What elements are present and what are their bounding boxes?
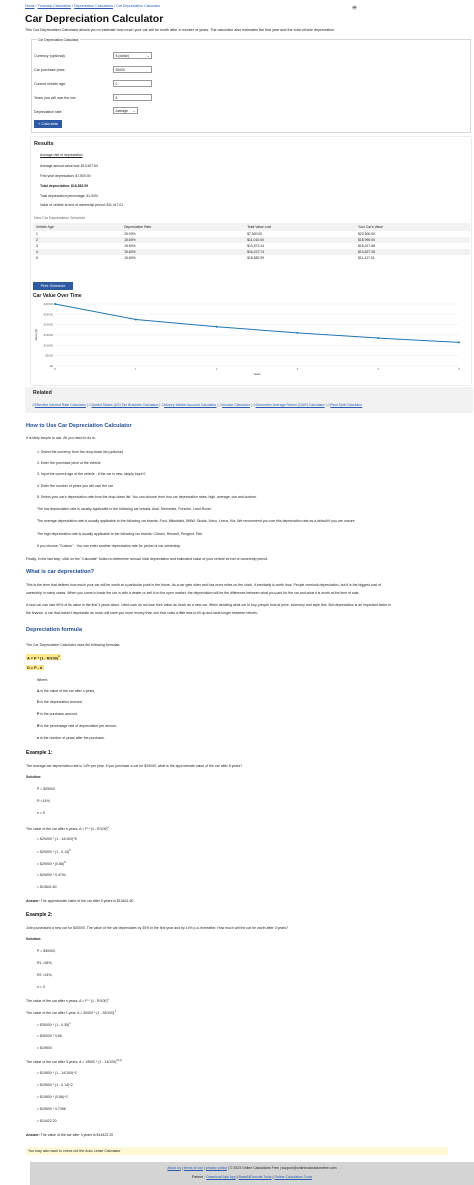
y-tick-label: $0: [49, 364, 53, 368]
results-heading: Average rate of depreciation: [40, 153, 83, 157]
calculator-form: [31, 39, 471, 133]
what-paragraph-2b: the finance. A car that doesn't depreciate as much will save you more money than one that costs a little less to fill up and lasts longer between refuels.: [26, 611, 258, 615]
formula-def-n: n is the number of years after the purchase.: [37, 736, 105, 740]
y-tick-label: $10000: [43, 343, 53, 348]
example2-step: = $19500 * 0.7396: [37, 1107, 66, 1111]
years-label: Years you will own the car:: [34, 96, 77, 100]
results-first-year: First year depreciation: $7,500.00: [40, 174, 91, 178]
example1-solution-label: Solution:: [26, 775, 42, 779]
example1-title: Example 1:: [26, 750, 53, 756]
howto-note-high: The high depreciation rate is usually applicable to the following car brands: Citroen, Renault, Peugeot, Fiat.: [37, 532, 203, 536]
example1-step: = $13641.60: [37, 885, 57, 889]
what-paragraph-2a: A new car can lose 60% of its value in the first 3 years alone. Used cars do not lose their value as much as a new car. When deciding what car to buy, people look at price, economy and style first. But depreciation is an important factor in: [26, 603, 392, 607]
header-rate: Depreciation Rate: [121, 223, 244, 231]
list-item: 5. Select your car's depreciation rate from the drop-down list. You can choose from four car depreciation rates: high, average, low and custom.: [37, 495, 257, 499]
formula-where: Where,: [37, 678, 49, 682]
example1-step: = $29000 * (1 - 0.14)$^5$: [37, 849, 71, 855]
results-end-value: Value of vehicle at end of ownership period: $11,417.01: [40, 203, 124, 207]
x-tick-label: 0: [54, 367, 56, 371]
schedule-table: [33, 223, 470, 261]
howto-note-low: The low depreciation rate is usually applicable to the following car brands: Audi, Mercedes, Porsche, Land Rover.: [37, 507, 212, 511]
list-item: 3. Input the current age of the vehicle - if the car is new, simply input 0: [37, 472, 146, 476]
schedule-title: New Car Depreciation Schedule: [34, 216, 86, 220]
table-row: 5 15.60% $18,582.99 $11,417.01: [36, 256, 375, 260]
footer-base64-link[interactable]: Base64Decode Tools: [238, 1175, 272, 1179]
results-percentage: Total depreciation percentage: 61.94%: [40, 194, 98, 198]
example2-step: = $19500 * (1 - 0.14)^2: [37, 1083, 73, 1087]
check-out-text: You may also want to check out the: [28, 1149, 86, 1153]
what-paragraph-1a: This is the term that defines how much your car will be worth at a particular point in the future. As a car gets older and has more miles on the clock, it inevitably is worth less. People overlook depreciation, but it is the biggest cost of: [26, 583, 382, 587]
page-title: Car Depreciation Calculator: [25, 13, 164, 25]
calculator-icon: ⎙: [88, 403, 92, 407]
what-title: What is car depreciation?: [26, 569, 95, 575]
howto-note-custom: If you choose "Custom" - You can enter another depreciation rate for period of car ownership.: [37, 544, 182, 548]
age-label: Current vehicle age:: [34, 82, 67, 86]
example2-answer: Answer: The value of the car after 3 years is $14422.20: [26, 1133, 114, 1137]
howto-intro: It is fairly simple to use. All you need to do is:: [26, 436, 96, 440]
breadcrumb: Home / Financial Calculators / Depreciation Calculators / Car Depreciation Calculator: [25, 4, 161, 8]
footer-line-1: about us | terms of use | privacy policy | © 2023 Online Calculators Free | support@onlinecalculatorsfree.com: [167, 1166, 337, 1170]
footer-tools-link[interactable]: Online Calculators Tools: [274, 1175, 313, 1179]
example2-step: = $30000 * 0.65: [37, 1034, 62, 1038]
howto-finally: Finally, in the last step, click on the "Calculate" button to determine annual, total depreciation and estimated value of your vehicle at end of ownership period.: [26, 557, 269, 561]
calculator-icon: ⎙: [219, 403, 223, 407]
data-point: [135, 319, 137, 321]
y-tick-label: $25000: [43, 312, 53, 317]
years-input[interactable]: 5: [113, 94, 152, 101]
formula-intro: The Car Depreciation Calculator uses the following formulae:: [26, 643, 121, 647]
header-value-lost: Total Value Lost: [244, 223, 355, 231]
data-point: [54, 303, 56, 305]
example2-given: n = 3: [37, 985, 45, 989]
rate-select[interactable]: Average ⌄: [113, 107, 138, 114]
calculator-icon: ⎙: [327, 403, 331, 407]
breadcrumb-current: Car Depreciation Calculator: [116, 4, 161, 8]
calculate-button[interactable]: + Calculate: [34, 120, 62, 128]
related-link-invoice[interactable]: Invoice Calculator: [222, 403, 250, 407]
x-axis-label: Years: [253, 372, 261, 376]
example1-step: = $29000 * 0.4704: [37, 873, 66, 877]
table-row: 1 25.00% $7,500.00 $22,500.00: [36, 232, 375, 236]
example1-given: n = 5: [37, 811, 45, 815]
breadcrumb-home[interactable]: Home: [25, 4, 35, 8]
y-tick-label: $20000: [43, 322, 53, 327]
footer: [30, 1162, 474, 1185]
footer-partner-label: Partner :: [191, 1175, 206, 1179]
series-line: [55, 304, 459, 342]
table-header-row: [33, 223, 470, 231]
results-annual: Average annual value lost: $13,507.63: [40, 164, 98, 168]
related-title: Related: [33, 390, 52, 396]
related-link-gar[interactable]: Geometric Average Return (GAR) Calculator: [255, 403, 325, 407]
results-total: Total depreciation: $18,582.99: [40, 184, 88, 188]
list-item: 2. Enter the purchase price of the vehicle: [37, 461, 101, 465]
example2-step: = $14422.20: [37, 1119, 57, 1123]
footer-copyright: © 2023 Online Calculators Free: [229, 1166, 279, 1170]
formula-def-p: P is the purchase amount,: [37, 712, 78, 716]
related-link-effective-interest[interactable]: Effective Interest Rate Calculator: [34, 403, 86, 407]
auto-lease-link[interactable]: Auto Lease Calculator: [85, 1149, 121, 1153]
check-out-banner: [26, 1147, 448, 1155]
example1-step: = $29000 * (1 - 14/100)^5: [37, 837, 77, 841]
header-vehicle-age: Vehicle Age: [33, 223, 121, 231]
calculator-icon: ⎙: [252, 403, 256, 407]
currency-select[interactable]: $ (dollar) ⌄: [113, 52, 152, 59]
formula-depreciation: D = P - A: [27, 665, 43, 670]
footer-line-2: Partner : Download Apk App | Base64Decode Tools | Online Calculators Tools: [191, 1175, 313, 1179]
y-tick-label: $5000: [45, 353, 53, 358]
example2-question: John purchased a new car for $30000. The value of the car depreciates by 35% in the first year and by 14% p.a. thereafter. How much will the car be worth after 3 years?: [26, 926, 288, 930]
currency-label: Currency (optional):: [34, 54, 66, 58]
results-panel: [31, 137, 471, 385]
list-item: 4. Enter the number of years you will own the car: [37, 484, 113, 488]
list-item: 1. Select the currency from the drop-down list (optional): [37, 450, 123, 454]
footer-about-link[interactable]: about us: [167, 1166, 181, 1170]
y-tick-label: $15000: [43, 333, 53, 337]
results-title: Results: [34, 141, 54, 147]
footer-apk-link[interactable]: Download Apk App: [206, 1175, 236, 1179]
howto-title: How to Use Car Depreciation Calculator: [26, 423, 132, 429]
example1-answer: Answer: The approximate value of the car after 5 years is $13641.60: [26, 899, 134, 903]
data-point: [216, 326, 218, 328]
related-section: [25, 387, 473, 413]
chevron-down-icon: ⌄: [132, 109, 136, 113]
example2-solution-label: Solution:: [26, 937, 42, 941]
x-tick-label: 4: [377, 367, 379, 371]
form-legend: Car Depreciation Calculator: [38, 38, 79, 42]
example2-step: = $19500 * (0.86)^2: [37, 1095, 68, 1099]
howto-note-average: The average depreciation rate is usually applicable to the following car brands: Ford, Mitsubishi, BMW, Skoda, Volvo, Lexus, Kia. We recommend you use this depreciation rate as a default if you are unsure.: [37, 519, 356, 523]
printer-icon[interactable]: [352, 5, 357, 10]
formula-def-a: A is the value of the car after n years,: [37, 689, 96, 693]
print-schedule-button[interactable]: Print Schedule: [33, 282, 73, 290]
example2-given: R1 =35%,: [37, 961, 53, 965]
example2-given: P = $30000,: [37, 949, 56, 953]
price-label: Car purchase price:: [34, 68, 66, 72]
y-tick-label: $30000: [43, 302, 53, 306]
footer-email: support@onlinecalculatorsfree.com: [281, 1166, 337, 1170]
price-input[interactable]: 30000: [113, 66, 152, 73]
x-tick-label: 3: [296, 367, 299, 371]
table-row: 2 15.60% $11,010.00 $18,990.00: [33, 237, 470, 243]
chevron-down-icon: ⌄: [146, 54, 150, 58]
related-links: ⎙Effective Interest Rate Calculator | ⎙United States (US) Tax Brackets Calculator | ⎙Money Market Account Calculator | ⎙Invoice Calculator | ⎙Geometric Average Return (GAR) Calculator | ⎙Rent Split Calculator: [32, 403, 363, 407]
example2-line-2: The value of the car after 1 year, A = 30000 * (1 - 35/100)$^1$: [26, 1010, 116, 1016]
example1-step: = $29000 * $(0.86)^5$: [37, 861, 66, 867]
formula-title: Depreciation formula: [26, 627, 82, 633]
age-input[interactable]: 0: [113, 80, 152, 87]
table-row: 3 15.60% $13,972.44 $16,027.56: [36, 244, 375, 248]
example1-given: P = $29000,: [37, 787, 56, 791]
calculator-icon: ⎙: [32, 403, 35, 407]
data-point: [377, 337, 379, 339]
table-row: 4 15.60% $16,472.74 $13,527.26: [33, 249, 470, 255]
y-axis-label: Value ($): [34, 329, 38, 341]
calculator-icon: ⎙: [161, 403, 165, 407]
related-link-tax-brackets[interactable]: United States (US) Tax Brackets Calculator: [91, 403, 159, 407]
data-point: [458, 341, 460, 343]
example2-given: R2 =14%,: [37, 973, 53, 977]
related-link-rent-split[interactable]: Rent Split Calculator: [330, 403, 363, 407]
related-link-money-market[interactable]: Money Market Account Calculator: [164, 403, 217, 407]
formula-value: A = P * (1 - R/100)$^n$: [27, 654, 60, 660]
example2-title: Example 2:: [26, 912, 53, 918]
example2-step: = $19500 * (1 - 14/100)^2: [37, 1071, 77, 1075]
chart-title: Car Value Over Time: [33, 293, 82, 299]
example2-line-3: The value of the car after 3 years, A = 19500 * (1 - 14/100)$^{(3-1)}$: [26, 1059, 122, 1065]
formula-def-d: D is the depreciation amount,: [37, 700, 83, 704]
intro-text: This Car Depreciation Calculator allows you to estimate how much your car will be worth after a number of years. The calculator also estimates the first year and the total vehicle depreciation.: [25, 28, 336, 32]
data-point: [296, 332, 298, 334]
breadcrumb-depreciation[interactable]: Depreciation Calculators: [73, 4, 114, 8]
header-car-value: Your Car's Value: [355, 223, 470, 231]
x-tick-label: 1: [135, 367, 137, 371]
footer-privacy-link[interactable]: privacy policy: [205, 1166, 227, 1170]
example1-given: R =14%,: [37, 799, 51, 803]
example2-step: = $30000 * (1 - 0.35)$^1$: [37, 1022, 71, 1028]
value-chart: [33, 300, 469, 380]
example2-step: = $19500: [37, 1046, 52, 1050]
example1-value-line: The value of the car after n years, A = P * (1 - R/100)$^n$: [26, 826, 110, 832]
rate-label: Depreciation rate:: [34, 110, 63, 114]
formula-def-r: R is the percentage rate of depreciation per annum,: [37, 724, 117, 728]
example2-line-1: The value of the car after n years, A = P * (1 - R/100)$^n$: [26, 998, 110, 1004]
x-tick-label: 2: [215, 367, 218, 371]
x-tick-label: 5: [458, 367, 460, 371]
example1-question: The average car depreciation rate is 14% per year. If you purchase a car for $29000, what is the approximate value of the car after 5 years?: [26, 764, 243, 768]
footer-terms-link[interactable]: terms of use: [183, 1166, 203, 1170]
what-paragraph-1b: ownership in many cases. When you come to trade the car in with a dealer or sell it on the open market, the depreciation will be the difference between what you paid for the car and what it is worth at the time of sale.: [26, 591, 360, 595]
breadcrumb-financial[interactable]: Financial Calculators: [37, 4, 71, 8]
